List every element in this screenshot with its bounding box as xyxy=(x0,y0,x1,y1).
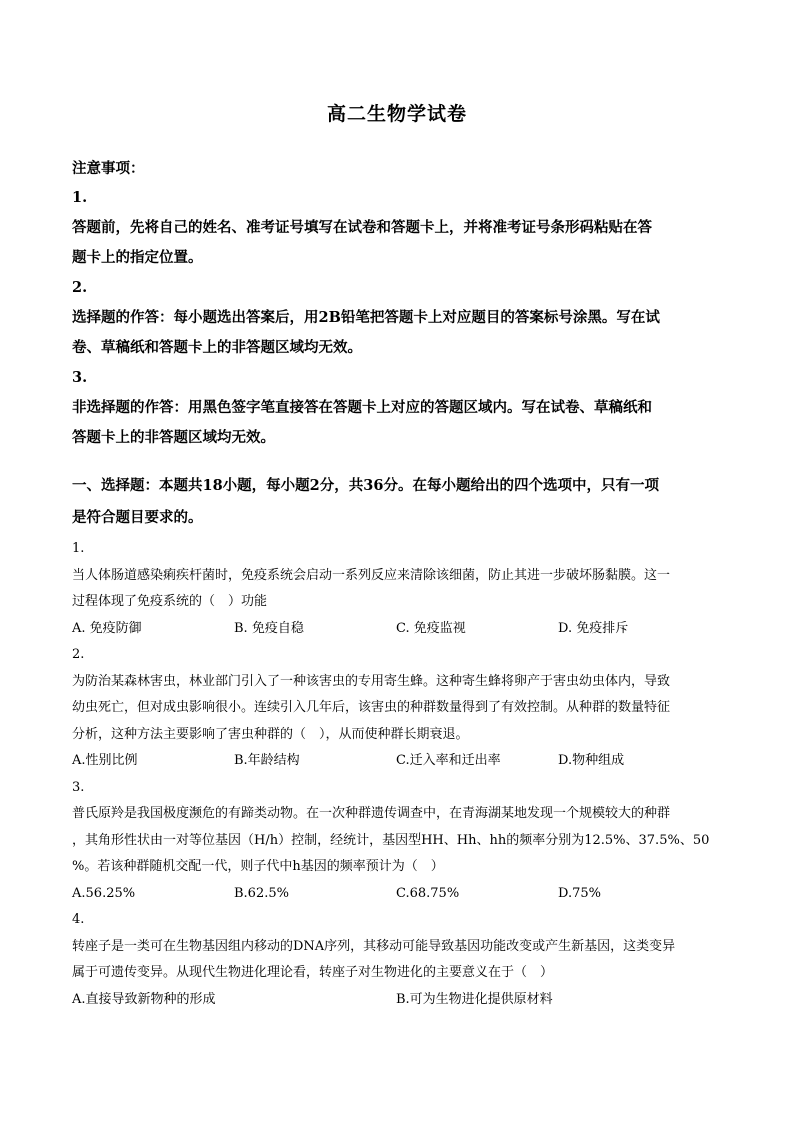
option-a: A.性别比例 xyxy=(72,753,138,768)
option-d: D.75% xyxy=(558,885,601,901)
section-heading-line: 是符合题目要求的。 xyxy=(72,509,203,526)
notice-item-number: 1. xyxy=(72,189,88,206)
option-b: B.年龄结构 xyxy=(234,753,300,768)
notice-item-line: 卷、草稿纸和答题卡上的非答题区域均无效。 xyxy=(72,339,362,356)
question-1 xyxy=(72,536,737,642)
notice-item-line: 答题前，先将自己的姓名、准考证号填写在试卷和答题卡上，并将准考证号条形码粘贴在答 xyxy=(72,219,652,236)
notice-item-line: 选择题的作答：每小题选出答案后，用2B铅笔把答题卡上对应题目的答案标号涂黑。写在试 xyxy=(72,309,660,326)
question-text-line: 分析，这种方法主要影响了害虫种群的（ ），从而使种群长期衰退。 xyxy=(72,726,469,742)
option-row xyxy=(72,987,737,1014)
question-text-line: 属于可遗传变异。从现代生物进化理论看，转座子对生物进化的主要意义在于（ ） xyxy=(72,965,554,980)
question-number: 2. xyxy=(72,647,85,662)
question-list xyxy=(72,536,737,1013)
notice-item-line: 答题卡上的非答题区域均无效。 xyxy=(72,429,275,446)
option-c: C.迁入率和迁出率 xyxy=(396,753,501,768)
question-number: 1. xyxy=(72,541,85,556)
question-text-line: 转座子是一类可在生物基因组内移动的DNA序列，其移动可能导致基因功能改变或产生新基因，这类变异 xyxy=(72,938,676,954)
section-heading-line: 一、选择题：本题共18小题，每小题2分，共36分。在每小题给出的四个选项中，只有一项 xyxy=(72,477,659,494)
notice-list xyxy=(72,183,732,453)
section-heading xyxy=(72,470,732,534)
question-text-line: %。若该种群随机交配一代，则子代中h基因的频率预计为（ ） xyxy=(72,859,444,874)
question-4 xyxy=(72,907,737,1013)
notice-item xyxy=(72,363,732,453)
option-a: A.56.25% xyxy=(72,885,136,901)
option-a: A. 免疫防御 xyxy=(72,620,142,636)
notice-item xyxy=(72,183,732,273)
question-number: 4. xyxy=(72,912,85,927)
page-title: 高二生物学试卷 xyxy=(326,103,467,125)
notice-item xyxy=(72,273,732,363)
option-b: B.可为生物进化提供原材料 xyxy=(396,991,553,1007)
question-text-line: 幼虫死亡，但对成虫影响很小。连续引入几年后，该害虫的种群数量得到了有效控制。从种群的数量特征 xyxy=(72,700,671,715)
notice-item-line: 题卡上的指定位置。 xyxy=(72,249,203,266)
question-text-line: 过程体现了免疫系统的（ ）功能 xyxy=(72,594,268,609)
notice-item-line: 非选择题的作答：用黑色签字笔直接答在答题卡上对应的答题区域内。写在试卷、草稿纸和 xyxy=(72,399,652,416)
notice-heading: 注意事项： xyxy=(72,160,145,177)
option-d: D.物种组成 xyxy=(558,753,625,768)
question-text-line: 当人体肠道感染痢疾杆菌时，免疫系统会启动一系列反应来清除该细菌，防止其进一步破坏肠黏膜。这一 xyxy=(72,567,671,583)
notice-item-number: 3. xyxy=(72,369,88,386)
option-row xyxy=(72,616,737,643)
option-b: B.62.5% xyxy=(234,885,289,901)
question-text-line: ，其角形性状由一对等位基因（H/h）控制，经统计，基因型HH、Hh、hh的频率分别为12.5%、37.5%、50 xyxy=(72,832,710,848)
option-c: C. 免疫监视 xyxy=(396,620,466,636)
option-a: A.直接导致新物种的形成 xyxy=(72,991,216,1007)
option-b: B. 免疫自稳 xyxy=(234,620,304,636)
question-text-line: 普氏原羚是我国极度濒危的有蹄类动物。在一次种群遗传调查中，在青海湖某地发现一个规模较大的种群 xyxy=(72,806,671,821)
question-3 xyxy=(72,775,737,908)
question-2 xyxy=(72,642,737,775)
option-row xyxy=(72,748,737,775)
option-row xyxy=(72,881,737,908)
notice-item-number: 2. xyxy=(72,279,88,296)
question-text-line: 为防治某森林害虫，林业部门引入了一种该害虫的专用寄生蜂。这种寄生蜂将卵产于害虫幼虫体内，导致 xyxy=(72,673,671,689)
option-d: D. 免疫排斥 xyxy=(558,620,629,636)
option-c: C.68.75% xyxy=(396,885,460,901)
question-number: 3. xyxy=(72,779,85,795)
